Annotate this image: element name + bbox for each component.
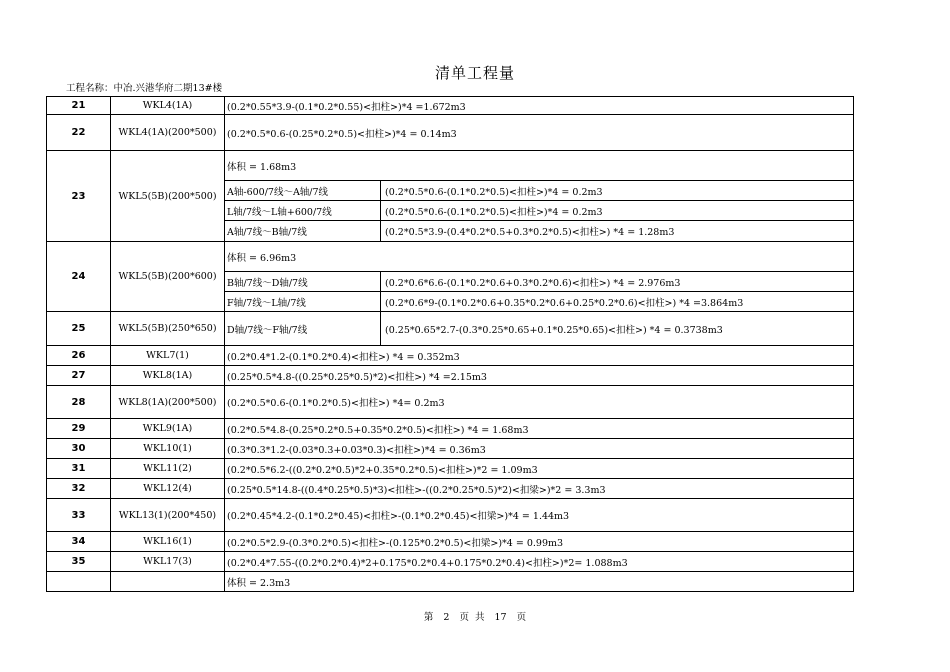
volume-total: 体积 = 2.3m3 — [225, 572, 854, 592]
formula: (0.2*0.5*2.9-(0.3*0.2*0.5)<扣柱>-(0.125*0.2*0.5)<扣梁>)*4 = 0.99m3 — [225, 532, 854, 552]
row-number: 32 — [47, 479, 111, 499]
formula: (0.2*0.5*0.6-(0.25*0.2*0.5)<扣柱>)*4 = 0.14m3 — [225, 115, 854, 151]
row-number: 22 — [47, 115, 111, 151]
row-number: 27 — [47, 366, 111, 386]
axis-location: A轴-600/7线～A轴/7线 — [225, 181, 381, 201]
row-number: 21 — [47, 97, 111, 115]
formula: (0.2*0.6*9-(0.1*0.2*0.6+0.35*0.2*0.6+0.25*0.2*0.6)<扣柱>) *4 =3.864m3 — [381, 292, 854, 312]
formula: (0.2*0.5*4.8-(0.25*0.2*0.5+0.35*0.2*0.5)<扣柱>) *4 = 1.68m3 — [225, 419, 854, 439]
formula: (0.2*0.4*7.55-((0.2*0.2*0.4)*2+0.175*0.2*0.4+0.175*0.2*0.4)<扣柱>)*2= 1.088m3 — [225, 552, 854, 572]
row-number: 29 — [47, 419, 111, 439]
table-row — [47, 499, 854, 532]
footer-middle: 页 共 — [459, 612, 485, 623]
axis-location: F轴/7线～L轴/7线 — [225, 292, 381, 312]
table-row — [47, 532, 854, 552]
formula: (0.2*0.5*3.9-(0.4*0.2*0.5+0.3*0.2*0.5)<扣柱>) *4 = 1.28m3 — [381, 221, 854, 242]
beam-name: WKL8(1A)(200*500) — [111, 386, 225, 419]
beam-name: WKL12(4) — [111, 479, 225, 499]
beam-name: WKL17(3) — [111, 552, 225, 572]
beam-name: WKL5(5B)(250*650) — [111, 312, 225, 346]
project-name: 工程名称：中冶.兴港华府二期13#楼 — [66, 83, 223, 94]
beam-name: WKL11(2) — [111, 459, 225, 479]
row-number: 35 — [47, 552, 111, 572]
formula: (0.2*0.5*0.6-(0.1*0.2*0.5)<扣柱>)*4 = 0.2m3 — [381, 181, 854, 201]
table-row — [47, 151, 854, 181]
formula: (0.2*0.45*4.2-(0.1*0.2*0.45)<扣柱>-(0.1*0.2*0.45)<扣梁>)*4 = 1.44m3 — [225, 499, 854, 532]
beam-name — [111, 572, 225, 592]
volume-total: 体积 = 1.68m3 — [225, 151, 854, 181]
beam-name: WKL7(1) — [111, 346, 225, 366]
beam-name: WKL10(1) — [111, 439, 225, 459]
beam-name: WKL4(1A) — [111, 97, 225, 115]
beam-name: WKL5(5B)(200*500) — [111, 151, 225, 242]
table-row — [47, 242, 854, 272]
footer-prefix: 第 — [423, 612, 434, 623]
table-row — [47, 479, 854, 499]
table-row — [47, 115, 854, 151]
row-number: 34 — [47, 532, 111, 552]
formula: (0.2*0.6*6.6-(0.1*0.2*0.6+0.3*0.2*0.6)<扣柱>) *4 = 2.976m3 — [381, 272, 854, 292]
page-title: 清单工程量 — [434, 64, 515, 82]
formula: (0.3*0.3*1.2-(0.03*0.3+0.03*0.3)<扣柱>)*4 = 0.36m3 — [225, 439, 854, 459]
axis-location: L轴/7线～L轴+600/7线 — [225, 201, 381, 221]
row-number: 25 — [47, 312, 111, 346]
beam-name: WKL5(5B)(200*600) — [111, 242, 225, 312]
current-page: 2 — [443, 612, 450, 623]
row-number: 23 — [47, 151, 111, 242]
formula: (0.2*0.5*0.6-(0.1*0.2*0.5)<扣柱>)*4 = 0.2m3 — [381, 201, 854, 221]
formula: (0.25*0.65*2.7-(0.3*0.25*0.65+0.1*0.25*0.65)<扣柱>) *4 = 0.3738m3 — [381, 312, 854, 346]
row-number — [47, 572, 111, 592]
table-row — [47, 419, 854, 439]
table-row — [47, 386, 854, 419]
formula: (0.2*0.55*3.9-(0.1*0.2*0.55)<扣柱>)*4 =1.672m3 — [225, 97, 854, 115]
formula: (0.25*0.5*14.8-((0.4*0.25*0.5)*3)<扣柱>-((0.2*0.25*0.5)*2)<扣梁>)*2 = 3.3m3 — [225, 479, 854, 499]
axis-location: D轴/7线～F轴/7线 — [225, 312, 381, 346]
formula: (0.2*0.4*1.2-(0.1*0.2*0.4)<扣柱>) *4 = 0.352m3 — [225, 346, 854, 366]
table-row — [47, 572, 854, 592]
beam-name: WKL4(1A)(200*500) — [111, 115, 225, 151]
formula: (0.2*0.5*0.6-(0.1*0.2*0.5)<扣柱>) *4= 0.2m3 — [225, 386, 854, 419]
row-number: 33 — [47, 499, 111, 532]
table-row — [47, 346, 854, 366]
table-row — [47, 459, 854, 479]
footer-suffix: 页 — [516, 612, 527, 623]
row-number: 30 — [47, 439, 111, 459]
quantity-table — [46, 96, 854, 592]
beam-name: WKL9(1A) — [111, 419, 225, 439]
table-row — [47, 312, 854, 346]
beam-name: WKL13(1)(200*450) — [111, 499, 225, 532]
beam-name: WKL16(1) — [111, 532, 225, 552]
row-number: 26 — [47, 346, 111, 366]
table-row — [47, 552, 854, 572]
table-row — [47, 439, 854, 459]
axis-location: B轴/7线～D轴/7线 — [225, 272, 381, 292]
row-number: 31 — [47, 459, 111, 479]
row-number: 24 — [47, 242, 111, 312]
volume-total: 体积 = 6.96m3 — [225, 242, 854, 272]
table-row — [47, 366, 854, 386]
table-row — [47, 97, 854, 115]
page-footer — [0, 609, 950, 623]
row-number: 28 — [47, 386, 111, 419]
total-pages: 17 — [494, 612, 507, 623]
axis-location: A轴/7线～B轴/7线 — [225, 221, 381, 242]
beam-name: WKL8(1A) — [111, 366, 225, 386]
formula: (0.25*0.5*4.8-((0.25*0.25*0.5)*2)<扣柱>) *4 =2.15m3 — [225, 366, 854, 386]
formula: (0.2*0.5*6.2-((0.2*0.2*0.5)*2+0.35*0.2*0.5)<扣柱>)*2 = 1.09m3 — [225, 459, 854, 479]
